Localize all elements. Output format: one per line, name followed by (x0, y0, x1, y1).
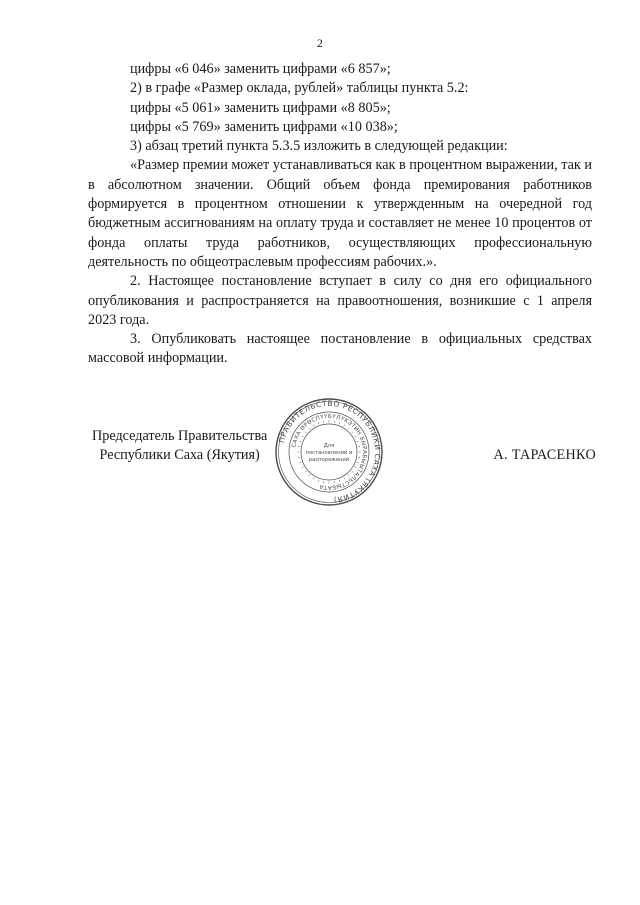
stamp-decorative-tick (339, 480, 340, 482)
paragraph-3: цифры «5 061» заменить цифрами «8 805»; (130, 99, 391, 116)
signer-title (92, 427, 267, 466)
stamp-decorative-tick (313, 478, 314, 480)
official-seal-stamp (274, 397, 384, 507)
stamp-decorative-tick (318, 422, 319, 424)
stamp-decorative-tick (302, 467, 304, 468)
stamp-decorative-tick (352, 471, 354, 472)
stamp-decorative-tick (352, 432, 354, 433)
document-body (88, 60, 592, 369)
stamp-center-line-1: Для (323, 443, 335, 449)
stamp-decorative-tick (305, 471, 307, 472)
paragraph-1: цифры «6 046» заменить цифрами «6 857»; (130, 61, 391, 77)
stamp-center-line-2: постановлений и (305, 450, 353, 456)
stamp-decorative-tick (305, 432, 307, 433)
stamp-decorative-tick (344, 425, 345, 427)
paragraph-8: 3. Опубликовать настоящее постановление в официальных средствах массовой информации. (88, 331, 592, 367)
stamp-center-line-3: распоряжений (308, 457, 350, 463)
stamp-inner-text: САХА ӨРӨСПҮҮБҮЛҮКЭТИН БЫРАБЫЫТАЛЬСТЫБАТА (291, 413, 368, 491)
stamp-decorative-tick (313, 425, 314, 427)
page-number: 2 (316, 36, 324, 50)
paragraph-2: 2) в графе «Размер оклада, рублей» таблицы пункта 5.2: (130, 80, 469, 97)
stamp-decorative-tick (357, 462, 359, 463)
stamp-decorative-tick (299, 462, 301, 463)
stamp-decorative-tick (348, 475, 349, 477)
signer-title-line-2: Республики Саха (Якутия) (99, 447, 260, 464)
paragraph-4: цифры «5 769» заменить цифрами «10 038»; (130, 118, 398, 135)
stamp-decorative-tick (309, 475, 310, 477)
stamp-decorative-tick (318, 480, 319, 482)
stamp-decorative-tick (302, 436, 304, 437)
paragraph-6: «Размер премии может устанавливаться как в процентном выражении, так и в абсолютном значении. Общий объем фонда премирования работников формируется в процентном отношении к утвержденным на очередной год бюджетным ассигнованиям на оплату труда и составляет не менее 10 процентов от фонда оплаты труда работников, осуществляющих профессиональную деятельность по общеотраслевым профессиям рабочих.». (88, 157, 592, 270)
stamp-decorative-tick (309, 428, 310, 430)
paragraph-7: 2. Настоящее постановление вступает в силу со дня его официального опубликования и распространяется на правоотношения, возникшие с 1 апреля 2023 года. (88, 273, 592, 328)
stamp-decorative-tick (299, 441, 301, 442)
stamp-decorative-tick (339, 422, 340, 424)
stamp-decorative-tick (355, 467, 357, 468)
stamp-decorative-tick (357, 441, 359, 442)
signer-name: А. ТАРАСЕНКО (493, 447, 596, 463)
signer-title-line-1: Председатель Правительства (92, 428, 268, 444)
stamp-outer-text: ПРАВИТЕЛЬСТВО РЕСПУБЛИКИ САХА (ЯКУТИЯ) (276, 398, 383, 505)
signature-block (88, 398, 596, 537)
stamp-decorative-tick (344, 478, 345, 480)
stamp-decorative-tick (355, 436, 357, 437)
stamp-decorative-tick (348, 428, 349, 430)
paragraph-5: 3) абзац третий пункта 5.3.5 изложить в следующей редакции: (130, 138, 508, 155)
